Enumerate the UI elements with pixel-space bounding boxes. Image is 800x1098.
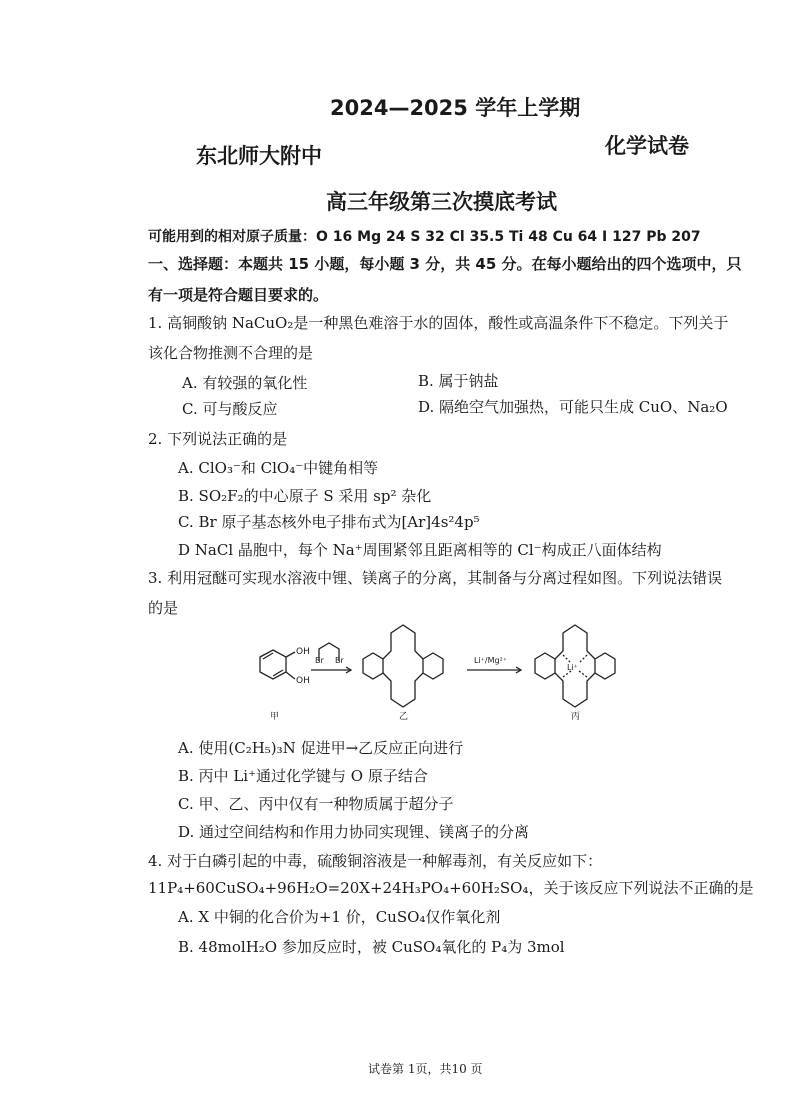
reagent-li-mg: Li⁺/Mg²⁺: [474, 656, 508, 665]
q2-option-c: C. Br 原子基态核外电子排布式为[Ar]4s²4p⁵: [178, 513, 480, 531]
q2-option-b: B. SO₂F₂的中心原子 S 采用 sp² 杂化: [178, 487, 432, 505]
label-yi: 乙: [399, 712, 409, 722]
reagent-br-2: Br: [335, 656, 344, 665]
q1-option-a: A. 有较强的氧化性: [182, 374, 308, 392]
oh-label-1: OH: [296, 647, 310, 657]
benzene-ring-jia: [260, 650, 286, 679]
section1-line1: 一、选择题：本题共 15 小题，每小题 3 分，共 45 分。在每小题给出的四个选项中，只: [148, 255, 742, 273]
label-jia: 甲: [270, 712, 280, 722]
q2-option-d: D NaCl 晶胞中，每个 Na⁺周围紧邻且距离相等的 Cl⁻构成正八面体结构: [178, 541, 662, 559]
reagent-br-1: Br: [315, 656, 324, 665]
atomic-masses: 可能用到的相对原子质量：O 16 Mg 24 S 32 Cl 35.5 Ti 48 Cu 64 I 127 Pb 207: [148, 229, 701, 245]
q3-line1: 3. 利用冠醚可实现水溶液中锂、镁离子的分离，其制备与分离过程如图。下列说法错误: [148, 569, 723, 587]
q3-option-d: D. 通过空间结构和作用力协同实现锂、镁离子的分离: [178, 823, 530, 841]
complex-chain-top: [555, 625, 595, 659]
crown-chain-top: [383, 625, 423, 659]
q2-stem: 2. 下列说法正确的是: [148, 430, 288, 448]
benzene-ring-bing-left: [535, 653, 555, 679]
q4-option-b: B. 48molH₂O 参加反应时，被 CuSO₄氧化的 P₄为 3mol: [178, 938, 565, 956]
q4-line2: 11P₄+60CuSO₄+96H₂O=20X+24H₃PO₄+60H₂SO₄，关于该反应下列说法不正确的是: [148, 879, 754, 897]
q2-option-a: A. ClO₃⁻和 ClO₄⁻中键角相等: [178, 459, 379, 477]
oh-label-2: OH: [296, 676, 310, 686]
q4-option-a: A. X 中铜的化合价为+1 价，CuSO₄仅作氧化剂: [178, 908, 501, 926]
q1-line1: 1. 高铜酸钠 NaCuO₂是一种黑色难溶于水的固体，酸性或高温条件下不稳定。下列关于: [148, 314, 729, 332]
q4-line1: 4. 对于白磷引起的中毒，硫酸铜溶液是一种解毒剂，有关反应如下：: [148, 852, 603, 870]
section1-line2: 有一项是符合题目要求的。: [148, 286, 329, 304]
benzene-ring-yi-right: [423, 653, 443, 679]
q3-line2: 的是: [148, 599, 179, 617]
school-name: 东北师大附中: [196, 144, 322, 168]
crown-ether-reaction-diagram: [245, 615, 645, 725]
q1-option-d: D. 隔绝空气加强热，可能只生成 CuO、Na₂O: [418, 398, 728, 416]
crown-chain-bottom: [383, 673, 423, 707]
li-ion-label: Li⁺: [567, 663, 578, 672]
exam-title: 高三年级第三次摸底考试: [326, 190, 557, 214]
subject-title: 化学试卷: [605, 134, 689, 158]
exam-year: 2024—2025 学年上学期: [330, 96, 581, 120]
q1-line2: 该化合物推测不合理的是: [148, 344, 314, 362]
complex-chain-bottom: [555, 673, 595, 707]
q3-option-a: A. 使用(C₂H₅)₃N 促进甲→乙反应正向进行: [178, 739, 464, 757]
benzene-ring-bing-right: [595, 653, 615, 679]
benzene-ring-yi-left: [363, 653, 383, 679]
page-footer: 试卷第 1页，共10 页: [368, 1062, 483, 1076]
q1-option-c: C. 可与酸反应: [182, 400, 278, 418]
q3-option-c: C. 甲、乙、丙中仅有一种物质属于超分子: [178, 795, 454, 813]
q1-option-b: B. 属于钠盐: [418, 372, 499, 390]
label-bing: 丙: [571, 712, 581, 722]
q3-option-b: B. 丙中 Li⁺通过化学键与 O 原子结合: [178, 767, 428, 785]
